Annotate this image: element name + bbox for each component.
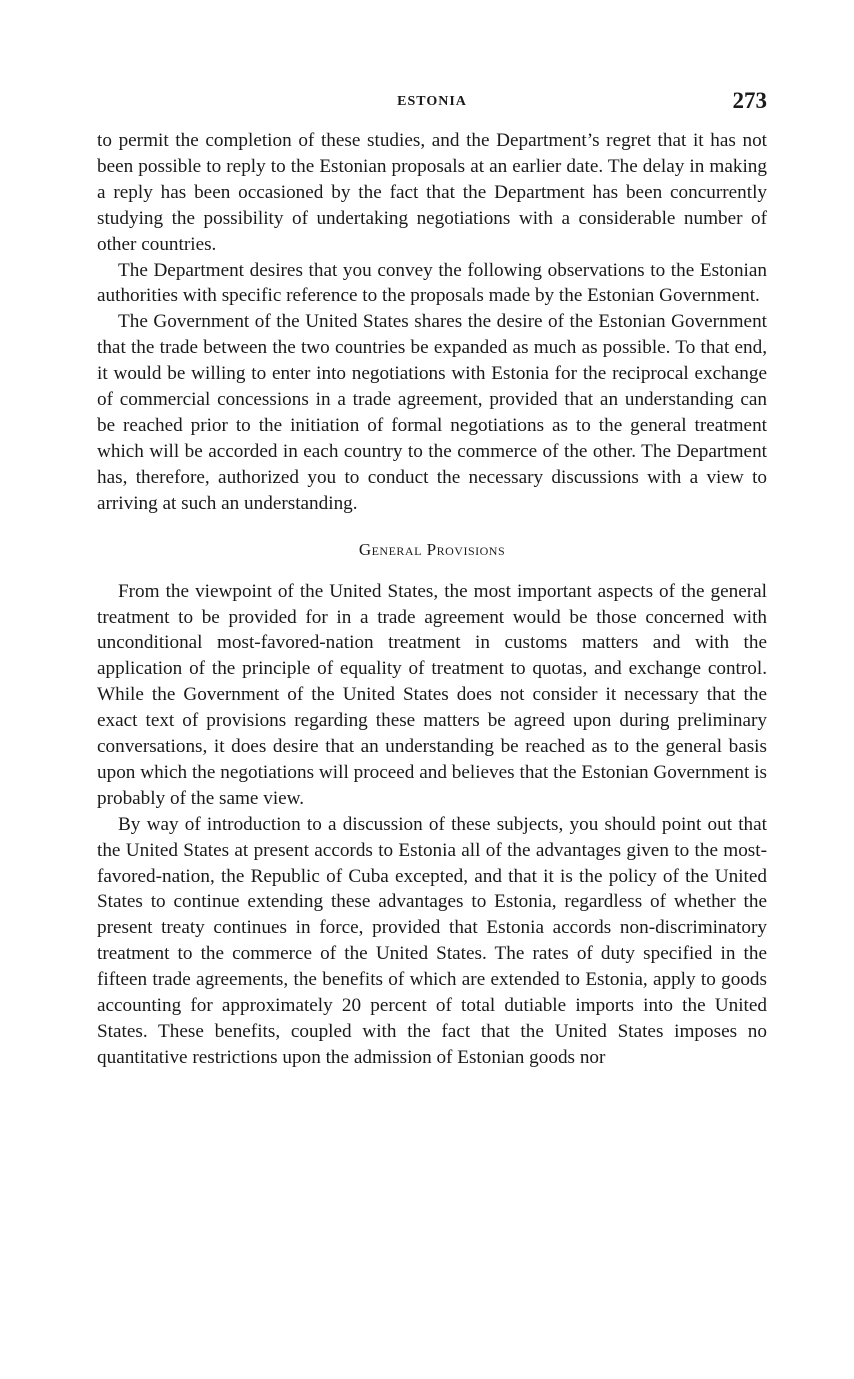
body-text xyxy=(97,128,767,1071)
running-head xyxy=(97,88,767,118)
paragraph-continuation: to permit the completion of these studies, and the Department’s regret that it has not been possible to reply to the Estonian proposals at an earlier date. The delay in making a reply has been occasioned by the fact that the Department has been concurrently studying the possibility of undertaking negotiations with a considerable number of other countries. xyxy=(97,130,767,255)
paragraph: By way of introduction to a discussion of these subjects, you should point out that the United States at present accords to Estonia all of the advantages given to the most-favored-nation, the Republic of Cuba excepted, and that it is the policy of the United States to continue extending these advantages to Estonia, regardless of whether the present treaty continues in force, provided that Estonia accords non-discriminatory treatment to the commerce of the United States. The rates of duty specified in the fifteen trade agreements, the benefits of which are extended to Estonia, apply to goods accounting for approximately 20 percent of total dutiable imports into the United States. These benefits, coupled with the fact that the United States imposes no quantitative restrictions upon the admission of Estonian goods nor xyxy=(97,813,767,1068)
paragraph: The Government of the United States shares the desire of the Estonian Government that the trade between the two countries be expanded as much as possible. To that end, it would be willing to enter into negotiations with Estonia for the reciprocal exchange of commercial concessions in a trade agreement, provided that an understanding can be reached prior to the initiation of formal negotiations as to the general treatment which will be accorded in each country to the commerce of the other. The Department has, therefore, authorized you to conduct the necessary discussions with a view to arriving at such an understanding. xyxy=(97,311,767,514)
paragraph: The Department desires that you convey the following observations to the Estonian authorities with specific reference to the proposals made by the Estonian Government. xyxy=(97,259,767,307)
running-title: ESTONIA xyxy=(397,94,467,109)
paragraph: From the viewpoint of the United States, the most important aspects of the general treatment to be provided for in a trade agreement would be those concerned with unconditional most-favored-nation treatment in customs matters and with the application of the principle of equality of treatment to quotas, and exchange control. While the Government of the United States does not consider it necessary that the exact text of provisions regarding these matters be agreed upon during preliminary conversations, it does desire that an understanding be reached as to the general basis upon which the negotiations will proceed and believes that the Estonian Government is probably of the same view. xyxy=(97,580,767,809)
page-number: 273 xyxy=(732,88,767,113)
section-heading: General Provisions xyxy=(358,539,506,559)
